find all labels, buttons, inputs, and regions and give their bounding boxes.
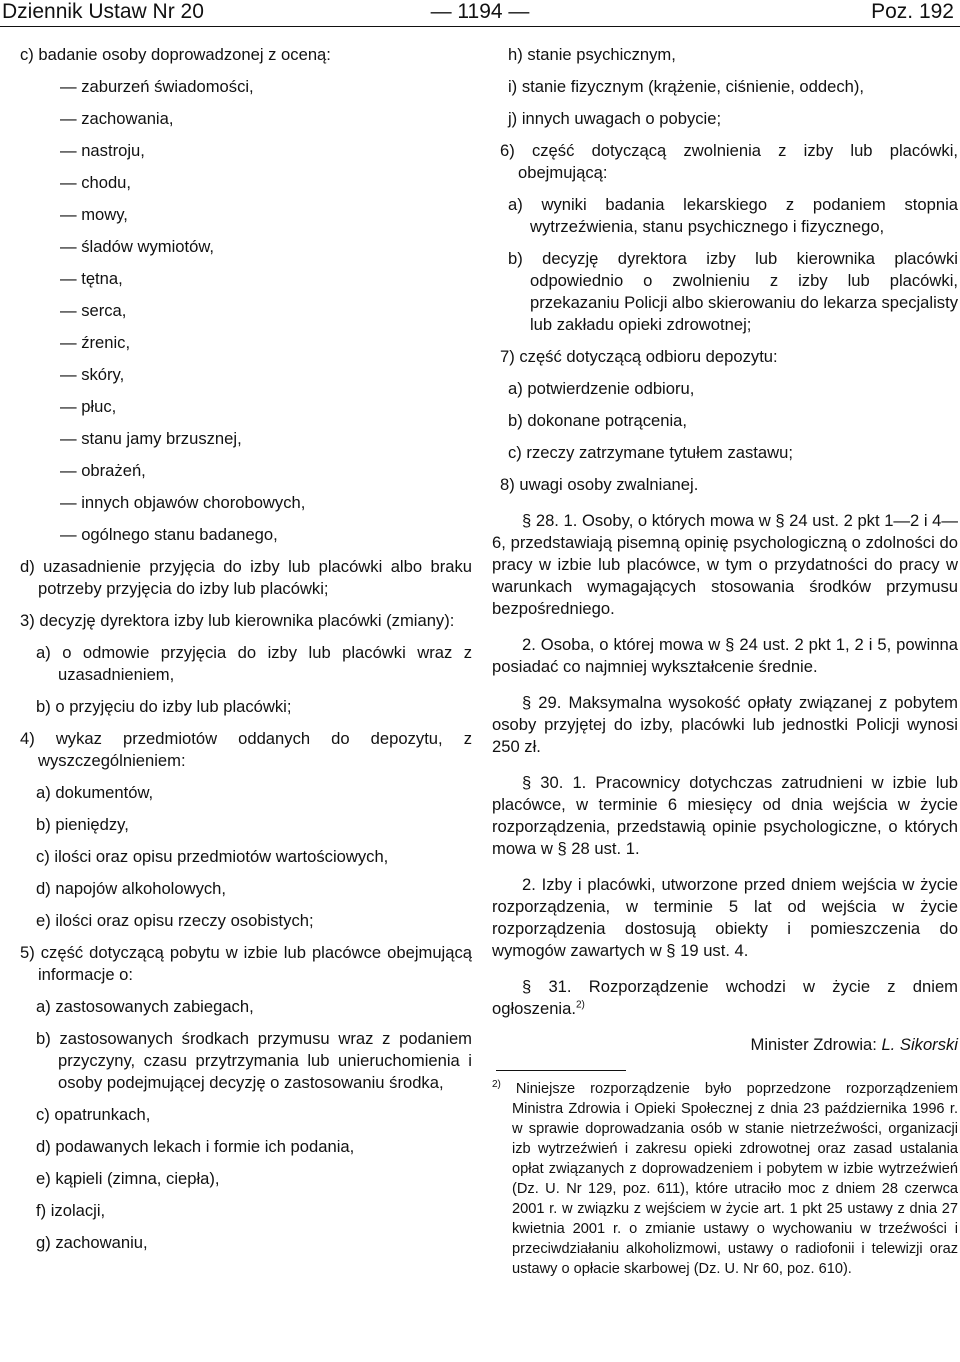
dash-item: — śladów wymiotów, (60, 237, 215, 256)
footnote (492, 1079, 958, 1279)
point-5b: b) zastosowanych środkach przymusu wraz z podaniem przyczyny, czasu przytrzymania lub unieruchomienia i osoby podejmującej decyzję o zastosowaniu środka, (36, 1029, 472, 1092)
section-31 (492, 976, 958, 1020)
point-6b: b) decyzję dyrektora izby lub kierownika placówki odpowiednio o zwolnieniu z izby lub placówki, przekazaniu Policji albo skierowaniu do lekarza specjalisty lub zakładu opieki zdrowotnej; (508, 249, 958, 334)
point-5i: i) stanie fizycznym (krążenie, ciśnienie, oddech), (508, 77, 864, 96)
point-5a: a) zastosowanych zabiegach, (36, 997, 254, 1016)
dash-item: — zaburzeń świadomości, (60, 77, 254, 96)
footnote-rule (496, 1070, 626, 1071)
dash-item: — źrenic, (60, 333, 131, 352)
dash-item: — skóry, (60, 365, 125, 384)
item-c: c) badanie osoby doprowadzonej z oceną: (20, 45, 331, 64)
point-3a: a) o odmowie przyjęcia do izby lub placówki wraz z uzasadnieniem, (36, 643, 472, 684)
section-29: § 29. Maksymalna wysokość opłaty związanej z pobytem osoby przyjętej do izby, placówki lub jednostki Policji wynosi 250 zł. (492, 693, 958, 756)
point-4c: c) ilości oraz opisu przedmiotów wartościowych, (36, 847, 389, 866)
dash-item: — zachowania, (60, 109, 174, 128)
point-4b: b) pieniędzy, (36, 815, 129, 834)
dash-item: — mowy, (60, 205, 128, 224)
point-6: 6) część dotyczącą zwolnienia z izby lub placówki, obejmującą: (500, 141, 958, 182)
point-5h: h) stanie psychicznym, (508, 45, 676, 64)
minister-name: L. Sikorski (881, 1035, 958, 1054)
position-number: Poz. 192 (871, 0, 954, 23)
point-5f: f) izolacji, (36, 1201, 106, 1220)
point-5d: d) podawanych lekach i formie ich podania, (36, 1137, 355, 1156)
dash-item: — płuc, (60, 397, 117, 416)
point-5j: j) innych uwagach o pobycie; (508, 109, 722, 128)
section-28-1: § 28. 1. Osoby, o których mowa w § 24 ust. 2 pkt 1—2 i 4—6, przedstawiają pisemną opinię psychologiczną o zdolności do pracy w izbie lub placówce, w tym o przydatności do pracy w warunkach wymagających stosowania środków przymusu bezpośredniego. (492, 511, 958, 618)
point-6a: a) wyniki badania lekarskiego z podaniem stopnia wytrzeźwienia, stanu psychicznego i fizycznego, (508, 195, 958, 236)
point-7b: b) dokonane potrącenia, (508, 411, 687, 430)
point-4e: e) ilości oraz opisu rzeczy osobistych; (36, 911, 314, 930)
signature (492, 1034, 958, 1056)
page-number: — 1194 — (430, 0, 530, 23)
point-4: 4) wykaz przedmiotów oddanych do depozytu, z wyszczególnieniem: (20, 729, 472, 770)
point-5: 5) część dotyczącą pobytu w izbie lub placówce obejmującą informacje o: (20, 943, 472, 984)
point-4d: d) napojów alkoholowych, (36, 879, 227, 898)
dash-list (20, 76, 472, 546)
dash-item: — nastroju, (60, 141, 145, 160)
dash-item: — chodu, (60, 173, 132, 192)
item-d: d) uzasadnienie przyjęcia do izby lub placówki albo braku potrzeby przyjęcia do izby lub placówki; (20, 557, 472, 598)
point-3b: b) o przyjęciu do izby lub placówki; (36, 697, 292, 716)
footnote-mark: 2) (492, 1079, 501, 1091)
section-28-2: 2. Osoba, o której mowa w § 24 ust. 2 pkt 1, 2 i 5, powinna posiadać co najmniej wykształcenie średnie. (492, 635, 958, 676)
point-5c: c) opatrunkach, (36, 1105, 151, 1124)
section-31-text: § 31. Rozporządzenie wchodzi w życie z dniem ogłoszenia. (492, 977, 958, 1018)
left-column (20, 44, 472, 1264)
point-4a: a) dokumentów, (36, 783, 154, 802)
footnote-text: Niniejsze rozporządzenie było poprzedzone rozporządzeniem Ministra Zdrowia i Opieki Społecznej z dnia 23 października 1996 r. w sprawie doprowadzania osób w stanie nietrzeźwości, organizacji izb wytrzeźwień i zakresu opieki zdrowotnej oraz zasad ustalania opłat związanych z doprowadzeniem i pobytem w izbie wytrzeźwień (Dz. U. Nr 129, poz. 611), które utraciło moc z dniem 28 czerwca 2001 r. w związku z wejściem w życie art. 1 pkt 25 ustawy z dnia 27 kwietnia 2001 r. o zmianie ustawy o wychowaniu w trzeźwości i przeciwdziałaniu alkoholizmowi, ustawy o radiofonii i telewizji oraz ustawy o opłacie skarbowej (Dz. U. Nr 60, poz. 610). (512, 1081, 958, 1277)
point-8: 8) uwagi osoby zwalnianej. (500, 475, 699, 494)
header-rule (0, 26, 960, 27)
point-7a: a) potwierdzenie odbioru, (508, 379, 695, 398)
dash-item: — ogólnego stanu badanego, (60, 525, 278, 544)
dash-item: — serca, (60, 301, 127, 320)
footnote-ref: 2) (575, 999, 585, 1011)
dash-item: — tętna, (60, 269, 123, 288)
point-7: 7) część dotyczącą odbioru depozytu: (500, 347, 778, 366)
minister-label: Minister Zdrowia: (750, 1035, 882, 1054)
point-3: 3) decyzję dyrektora izby lub kierownika placówki (zmiany): (20, 611, 455, 630)
dash-item: — obrażeń, (60, 461, 146, 480)
section-30-2: 2. Izby i placówki, utworzone przed dniem wejścia w życie rozporządzenia, w terminie 5 lat od wejścia w życie rozporządzenia dostosują obiekty i pomieszczenia do wymogów zawartych w § 19 ust. 4. (492, 875, 958, 960)
dash-item: — stanu jamy brzusznej, (60, 429, 242, 448)
point-7c: c) rzeczy zatrzymane tytułem zastawu; (508, 443, 793, 462)
point-5e: e) kąpieli (zimna, ciepła), (36, 1169, 220, 1188)
dash-item: — innych objawów chorobowych, (60, 493, 306, 512)
section-30-1: § 30. 1. Pracownicy dotychczas zatrudnieni w izbie lub placówce, w terminie 6 miesięcy od dnia wejścia w życie rozporządzenia, przedstawią opinie psychologiczne, o których mowa w § 28 ust. 1. (492, 773, 958, 858)
page-header (0, 0, 960, 34)
journal-title: Dziennik Ustaw Nr 20 (2, 0, 204, 23)
point-5g: g) zachowaniu, (36, 1233, 148, 1252)
right-column (492, 44, 958, 1279)
